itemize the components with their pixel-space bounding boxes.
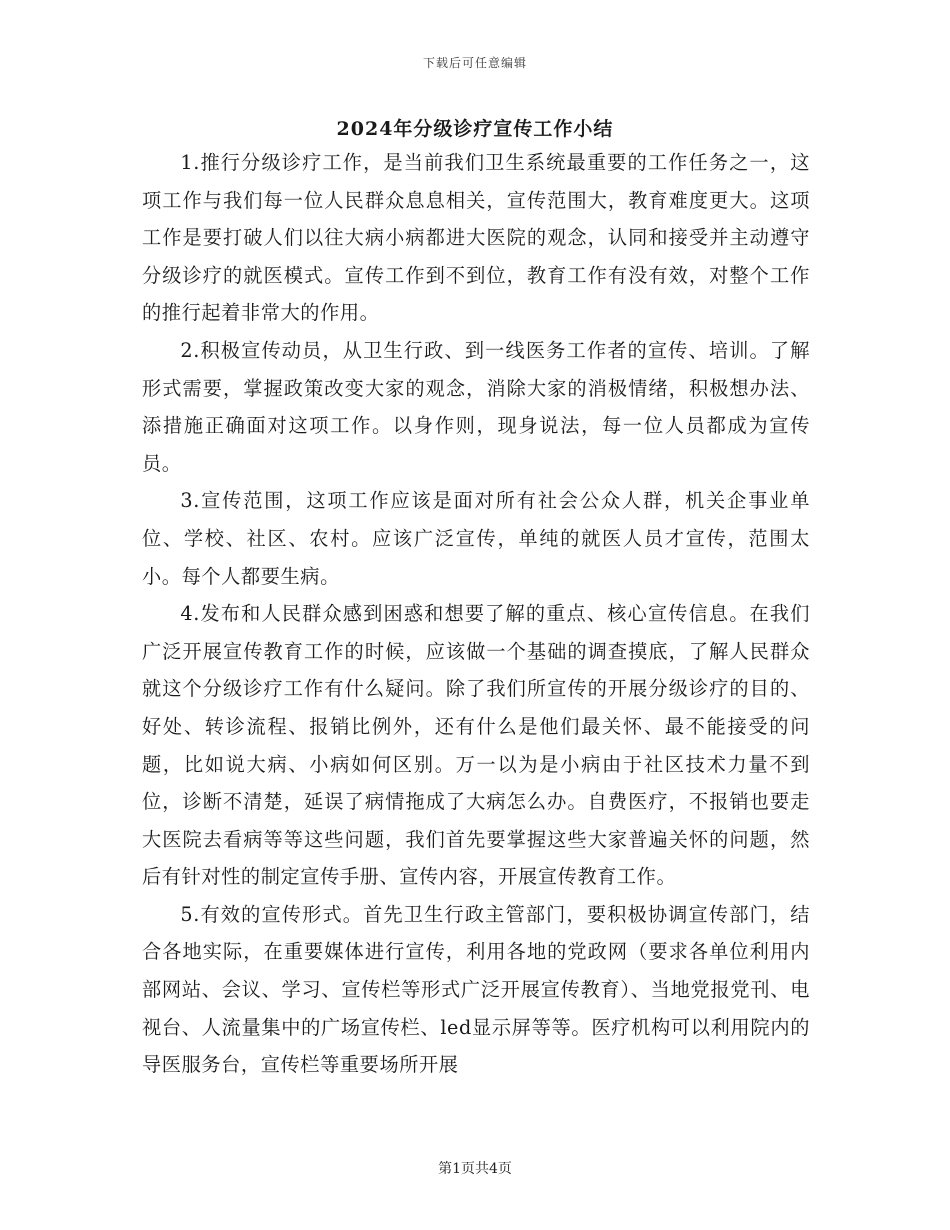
paragraph-3: 3.宣传范围，这项工作应该是面对所有社会公众人群，机关企事业单位、学校、社区、农村。应该广泛宣传，单纯的就医人员才宣传，范围太小。每个人都要生病。	[142, 489, 810, 588]
paragraph-2: 2.积极宣传动员，从卫生行政、到一线医务工作者的宣传、培训。了解形式需要，掌握政策改变大家的观念，消除大家的消极情绪，积极想办法、添措施正确面对这项工作。以身作则，现身说法，每一位人员都成为宣传员。	[142, 338, 810, 475]
page-footer: 第1页共4页	[438, 1161, 512, 1177]
paragraph-5: 5.有效的宣传形式。首先卫生行政主管部门，要积极协调宣传部门，结合各地实际，在重要媒体进行宣传，利用各地的党政网（要求各单位利用内部网站、会议、学习、宣传栏等形式广泛开展宣传教育）、当地党报党刊、电视台、人流量集中的广场宣传栏、led显示屏等等。医疗机构可以利用院内的导医服务台，宣传栏等重要场所开展	[142, 902, 810, 1077]
paragraph-4: 4.发布和人民群众感到困惑和想要了解的重点、核心宣传信息。在我们广泛开展宣传教育工作的时候，应该做一个基础的调查摸底，了解人民群众就这个分级诊疗工作有什么疑问。除了我们所宣传的开展分级诊疗的目的、好处、转诊流程、报销比例外，还有什么是他们最关怀、最不能接受的问题，比如说大病、小病如何区别。万一以为是小病由于社区技术力量不到位，诊断不清楚，延误了病情拖成了大病怎么办。自费医疗，不报销也要走大医院去看病等等这些问题，我们首先要掌握这些大家普遍关怀的问题，然后有针对性的制定宣传手册、宣传内容，开展宣传教育工作。	[142, 602, 810, 889]
header-note: 下载后可任意编辑	[422, 56, 527, 70]
document-title: 2024年分级诊疗宣传工作小结	[336, 118, 614, 140]
document-body	[142, 144, 810, 1084]
paragraph-1: 1.推行分级诊疗工作，是当前我们卫生系统最重要的工作任务之一，这项工作与我们每一位人民群众息息相关，宣传范围大，教育难度更大。这项工作是要打破人们以往大病小病都进大医院的观念，认同和接受并主动遵守分级诊疗的就医模式。宣传工作到不到位，教育工作有没有效，对整个工作的推行起着非常大的作用。	[142, 151, 810, 325]
